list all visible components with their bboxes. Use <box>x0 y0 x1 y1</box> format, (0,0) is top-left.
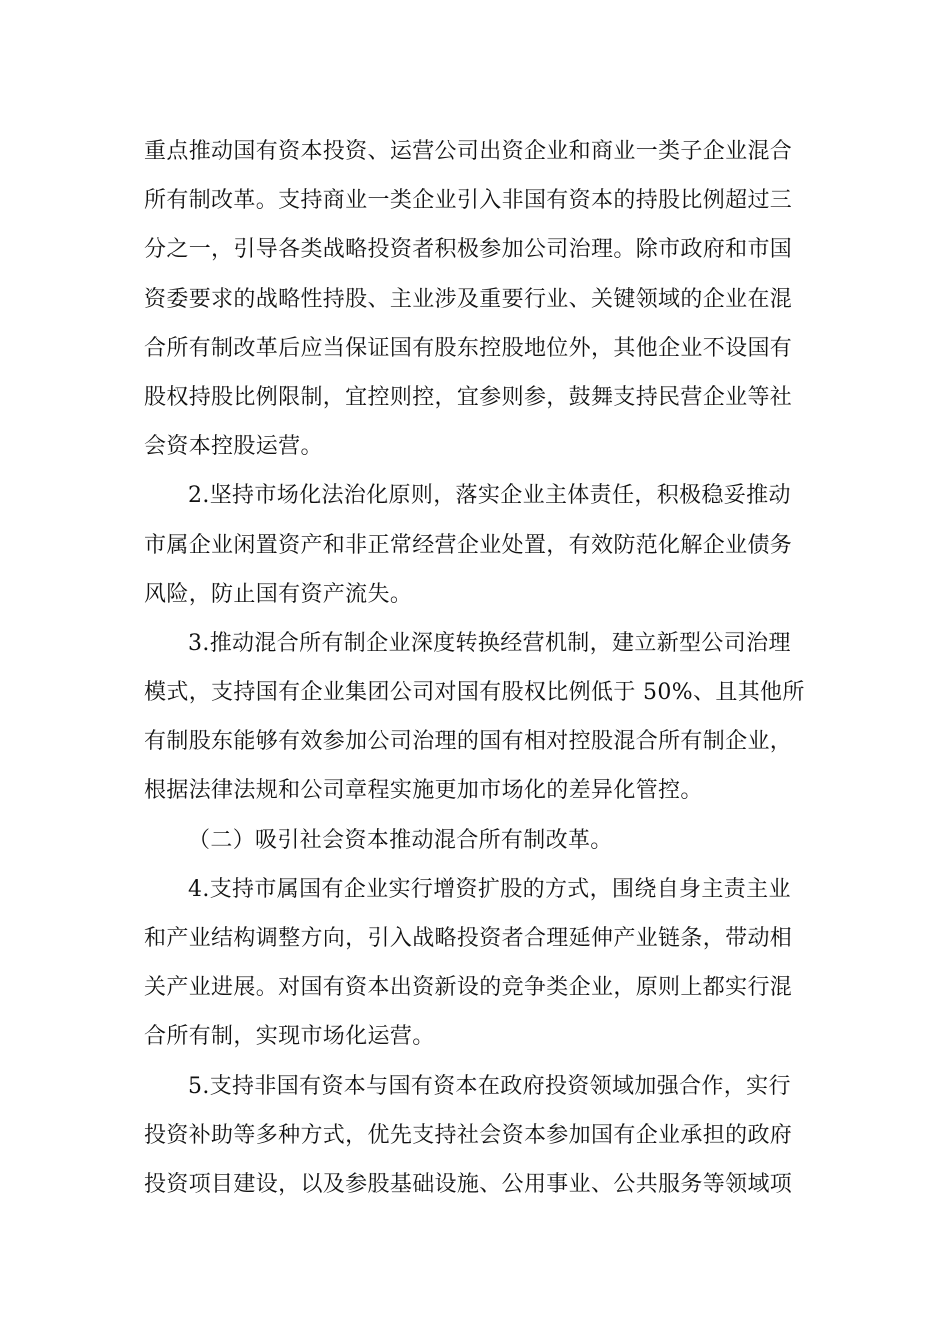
text-line: 和产业结构调整方向，引入战略投资者合理延伸产业链条，带动相 <box>144 926 793 951</box>
text-line: 股权持股比例限制，宜控则控，宜参则参，鼓舞支持民营企业等社 <box>144 384 793 410</box>
paragraph-start-line: 4.支持市属国有企业实行增资扩股的方式，围绕自身主责主业 <box>188 876 791 902</box>
section-heading: （二）吸引社会资本推动混合所有制改革。 <box>188 827 613 853</box>
document-body <box>144 127 808 1209</box>
paragraph-start-line: 5.支持非国有资本与国有资本在政府投资领域加强合作，实行 <box>188 1073 791 1099</box>
paragraph-start-line: 3.推动混合所有制企业深度转换经营机制，建立新型公司治理 <box>188 630 791 656</box>
text-line: 风险，防止国有资产流失。 <box>144 581 413 607</box>
text-line: 投资项目建设，以及参股基础设施、公用事业、公共服务等领域项 <box>144 1171 793 1197</box>
text-line: 有制股东能够有效参加公司治理的国有相对控股混合所有制企业， <box>144 729 793 755</box>
text-line: 分之一，引导各类战略投资者积极参加公司治理。除市政府和市国 <box>144 237 793 263</box>
paragraph-start-line: 2.坚持市场化法治化原则，落实企业主体责任，积极稳妥推动 <box>188 483 791 509</box>
text-line: 根据法律法规和公司章程实施更加市场化的差异化管控。 <box>144 778 703 804</box>
text-line: 重点推动国有资本投资、运营公司出资企业和商业一类子企业混合 <box>144 139 793 164</box>
text-line: 合所有制改革后应当保证国有股东控股地位外，其他企业不设国有 <box>144 335 793 361</box>
text-line: 资委要求的战略性持股、主业涉及重要行业、关键领域的企业在混 <box>144 286 793 312</box>
text-line: 投资补助等多种方式，优先支持社会资本参加国有企业承担的政府 <box>144 1122 793 1148</box>
text-line: 合所有制，实现市场化运营。 <box>144 1024 435 1050</box>
text-line: 市属企业闲置资产和非正常经营企业处置，有效防范化解企业债务 <box>144 532 793 558</box>
text-line: 关产业进展。对国有资本出资新设的竞争类企业，原则上都实行混 <box>144 975 793 1001</box>
text-line: 模式，支持国有企业集团公司对国有股权比例低于 50%、且其他所 <box>144 680 805 706</box>
text-line: 会资本控股运营。 <box>144 434 323 460</box>
text-line: 所有制改革。支持商业一类企业引入非国有资本的持股比例超过三 <box>144 188 793 214</box>
